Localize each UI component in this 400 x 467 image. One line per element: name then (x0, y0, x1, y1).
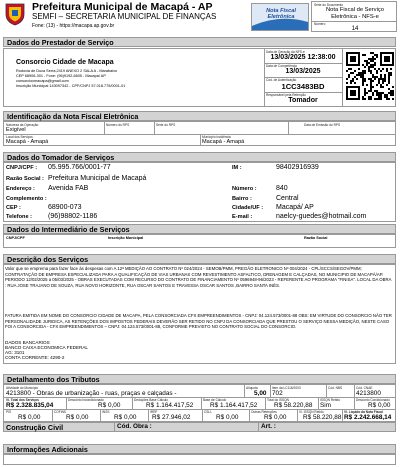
intermediary-cnpj-label: CNPJ/CPF (6, 236, 25, 240)
iss-withheld-amount-label: Vl. ISSQN Retido (299, 410, 324, 414)
rate-label: Alíquota (246, 386, 258, 390)
rps-date-label: Data de Emissão do RPS (304, 123, 341, 127)
description-section-header: Descrição dos Serviços (3, 254, 396, 264)
responsible-label: Responsável pela Retenção (266, 93, 306, 97)
auth-code-value: 1CC3483BD (281, 82, 325, 91)
inss-value: R$ 0,00 (114, 414, 137, 421)
iss-withheld-amount-value: R$ 58.220,88 (303, 414, 342, 421)
irrf-value: R$ 27.946,02 (152, 414, 191, 421)
auth-code-label: Cód. de Autenticação (266, 78, 297, 82)
nfse-logo-text: Nota Fiscal Eletrônica (266, 8, 296, 20)
cnae-code-label: Cód. CNAE (356, 386, 373, 390)
tax-base-label: Base de Cálculo (203, 398, 227, 402)
bank-title: DADOS BANCARIOS (5, 340, 50, 345)
provider-box (3, 48, 396, 107)
qr-code (346, 52, 394, 100)
provider-address-line2: CEP 68906-301 - Fone: (96)9192-6605 - Macapá/ AP (16, 74, 106, 78)
rps-series-label: Série do RPS (156, 123, 176, 127)
taxes-box (3, 384, 396, 422)
client-section-header: Dados do Tomador de Serviços (3, 152, 396, 162)
activity-value: 4213800 - Obras de urbanização - ruas, praças e calçadas - (6, 390, 177, 397)
total-services-label: Vl. Total dos Serviços (6, 398, 39, 402)
client-complement-label: Complemento : (6, 196, 47, 202)
client-city-value: Macapá/ AP (276, 204, 314, 211)
client-phone-label: Telefone : (6, 214, 33, 220)
client-district-label: Bairro : (232, 196, 252, 202)
number-value: 14 (351, 26, 359, 32)
intermediary-im-label: Inscrição Municipal (108, 236, 144, 240)
pis-label: PIS (6, 410, 12, 414)
net-value-value: R$ 2.242.668,14 (344, 414, 392, 421)
client-address-value: Avenida FAB (48, 185, 89, 192)
iss-total-value: R$ 58.220,88 (274, 402, 313, 409)
provider-email: consorciocmacapa@gmail.com (16, 79, 69, 83)
incidence-municipality-label: Município incidência (202, 135, 231, 139)
client-cep-label: CEP : (6, 205, 21, 211)
nfse-logo (251, 3, 309, 31)
tax-base-value: R$ 1.164.417,52 (210, 402, 258, 409)
construction-work-code-label: Cód. Obra : (117, 423, 152, 430)
intermediary-box (3, 234, 396, 248)
nbs-code-label: Cód. NBS (328, 386, 343, 390)
unconditional-discount-label: Desconto Incondicionado (68, 398, 104, 402)
conditional-discount-label: Desconto Condicionado (356, 398, 390, 402)
client-city-label: Cidade/UF : (232, 205, 264, 211)
provider-section-header: Dados do Prestador de Serviço (3, 37, 396, 47)
iss-withheld-label: ISSQN Retido (320, 398, 341, 402)
document-series-box (311, 1, 397, 32)
provider-name: Consorcio Cidade de Macapa (16, 59, 114, 66)
intermediary-section-header: Dados do Intermediário de Serviços (3, 224, 396, 234)
cofins-value: R$ 0,00 (66, 414, 89, 421)
contact-line: Fone: (13) - https://macapa.ap.gov.br (32, 23, 115, 29)
other-withholdings-label: Outras Retenções (251, 410, 277, 414)
client-address-label: Endereço : (6, 186, 35, 192)
service-location-value: Macapá - Amapá (6, 139, 49, 145)
construction-art-label: Art. : (261, 423, 276, 430)
bank-account: CONTA CORRENTE: 4290-2 (5, 355, 65, 360)
taxes-section-header: Detalhamento dos Tributos (3, 374, 396, 384)
construction-box (3, 422, 396, 432)
invoice-id-section-header: Identificação da Nota Fiscal Eletrônica (3, 111, 396, 121)
provider-address-line1: Rodovia de Duca Serra,2419 ANEXO 2 SALA A - Marabaixo (16, 69, 118, 73)
city-crest (4, 2, 26, 26)
client-im-value: 98402916939 (276, 164, 319, 171)
generated-label: Data de Geração da NFS-e (266, 50, 305, 54)
intermediary-name-label: Razão Social (304, 236, 328, 240)
iss-withheld-value: Sim (320, 402, 332, 409)
csll-value: R$ 0,00 (216, 414, 239, 421)
inss-label: INSS (102, 410, 110, 414)
client-cep-value: 68900-073 (48, 204, 82, 211)
client-cnpj-label: CNPJ/CPF : (6, 165, 38, 171)
client-number-label: Número : (232, 186, 257, 192)
service-location-label: Local dos Serviços (6, 135, 33, 139)
client-name-label: Razão Social : (6, 176, 44, 182)
client-phone-value: (96)98802-1186 (48, 213, 98, 220)
finance-department-title: SEMFI – SECRETARIA MUNICIPAL DE FINANÇAS (32, 12, 217, 21)
pis-value: R$ 0,00 (18, 414, 41, 421)
responsible-value: Tomador (288, 97, 318, 104)
generated-value: 13/03/2025 12:38:00 (270, 54, 336, 61)
competence-value: 13/03/2025 (285, 68, 321, 75)
client-email-value: naelcy-guedes@hotmail.com (276, 213, 367, 220)
bank-name: BANCO CAIXA ECONOMICA FEDERAL (5, 345, 88, 350)
irrf-label: IRRF (150, 410, 158, 414)
incidence-municipality-value: Macapá - Amapá (202, 139, 245, 145)
cofins-label: COFINS (54, 410, 67, 414)
description-paragraph-1: Valor que se emprema para fazer face às despesas com A 12ª MEDIÇÃO AO CONTRATO Nº 024/2024 - SEMOB/PMM, PREGÃO ELETRONICO Nº 004/2024 - CPL/SCCS/SEGOV/PMM; CONTRATAÇÃO DE EMPRESA ESPECIALIZADA PARA A QUALIFICAÇÃO DE VIAS URBANAS COM REVESTIMENTO ASFALTICO, DRENAGEM E CALÇADAS, NO MUNICIPIO DE MACAPÁ/AP. PERIODO 12/02/2025 a 05/03/2025 - OBRAS EXECUTADAS COM RECURSO DO CONTRATO DE FINANCIAMENTO Nº 0596948-96/2023 - REFERENTE AO PROGRAMA "FINISA". LOCAL DA OBRA : RUA JOSE TRAJANO DE SOUZA, RUA NOVO HORIZONTE, RUA OSCAR SANTOS E TRAVESSA OSCAR SANTOS ,BAIRRO SANTA INÊS. (5, 266, 392, 288)
number-label: Número (314, 22, 326, 26)
client-number-value: 840 (276, 185, 288, 192)
invoice-id-box (3, 121, 396, 146)
construction-section-header: Construção Civil (6, 423, 64, 432)
lc-item-value: 702 (272, 390, 283, 397)
conditional-discount-value: R$ 0,00 (368, 402, 391, 409)
additional-info-box (3, 454, 396, 465)
client-name-value: Prefeitura Municipal de Macapá (48, 175, 147, 182)
net-value-label: Vl. Líquido da Nota Fiscal (344, 410, 383, 414)
total-services-value: R$ 2.328.835,04 (6, 402, 54, 409)
competence-label: Data de Competência (266, 64, 297, 68)
nature-value: Exigível (6, 127, 26, 133)
rate-value: 5,00 (254, 390, 267, 397)
series-label: Série do Documento (314, 3, 344, 7)
deductions-value: R$ 1.164.417,52 (146, 402, 194, 409)
iss-total-label: Total do ISSQN (267, 398, 289, 402)
description-paragraph-2: FATURA EMITIDA EM NOME DO CONSORCIO CIDADE DE MACAPA, PELA CONSORCIADA CFX EMPREENDIMENTOS - CNPJ: 04.124.573/0001-88 OBS: EM VIRTUDE DO CONSORCIO NÃO TER PERSONALIDADE JURIDICA, AS RETENÇÕES DOS IMPOSTOS FEDERAIS DEVERÃO SER RETIDO NO CNPJ DA CONSORCIADA QUE PRESTOU O SERVIÇO NESSA MEDIÇÃO, NESTE CASO FOI A CONSORCIDA - CFX EMPREENDIMENTOS – CNPJ: 04.124.573/0001-88, CONFORME PREVISTO NO CONTRATO SOCIAL DO CONSORCIO. (5, 313, 392, 330)
series-value: Nota Fiscal de Serviço Eletrônica - NFS-e (326, 7, 384, 20)
rps-number-label: Número do RPS (106, 123, 130, 127)
deductions-label: Deduções Base Cálculo (134, 398, 169, 402)
additional-info-section-header: Informações Adicionais (3, 444, 396, 454)
client-im-label: IM : (232, 165, 242, 171)
bank-agency: AG: 3101 (5, 350, 25, 355)
lc-item-label: Item da LC116/2003 (272, 386, 301, 390)
client-cnpj-value: 05.995.766/0001-77 (48, 164, 111, 171)
city-hall-title: Prefeitura Municipal de Macapá - AP (32, 1, 213, 13)
client-email-label: E-mail : (232, 214, 253, 220)
client-district-value: Central (276, 195, 299, 202)
client-box (3, 162, 396, 222)
provider-registration: Inscrição Municipal 143097342 - CPF/CNPJ 57.018.775/0001-01 (16, 84, 126, 88)
csll-label: CSLL (204, 410, 212, 414)
activity-label: Atividade do Município (6, 386, 39, 390)
nature-label: Natureza da Operação (6, 123, 39, 127)
other-withholdings-value: R$ 0,00 (264, 414, 287, 421)
unconditional-discount-value: R$ 0,00 (98, 402, 121, 409)
cnae-code-value: 4213800 (356, 390, 381, 397)
